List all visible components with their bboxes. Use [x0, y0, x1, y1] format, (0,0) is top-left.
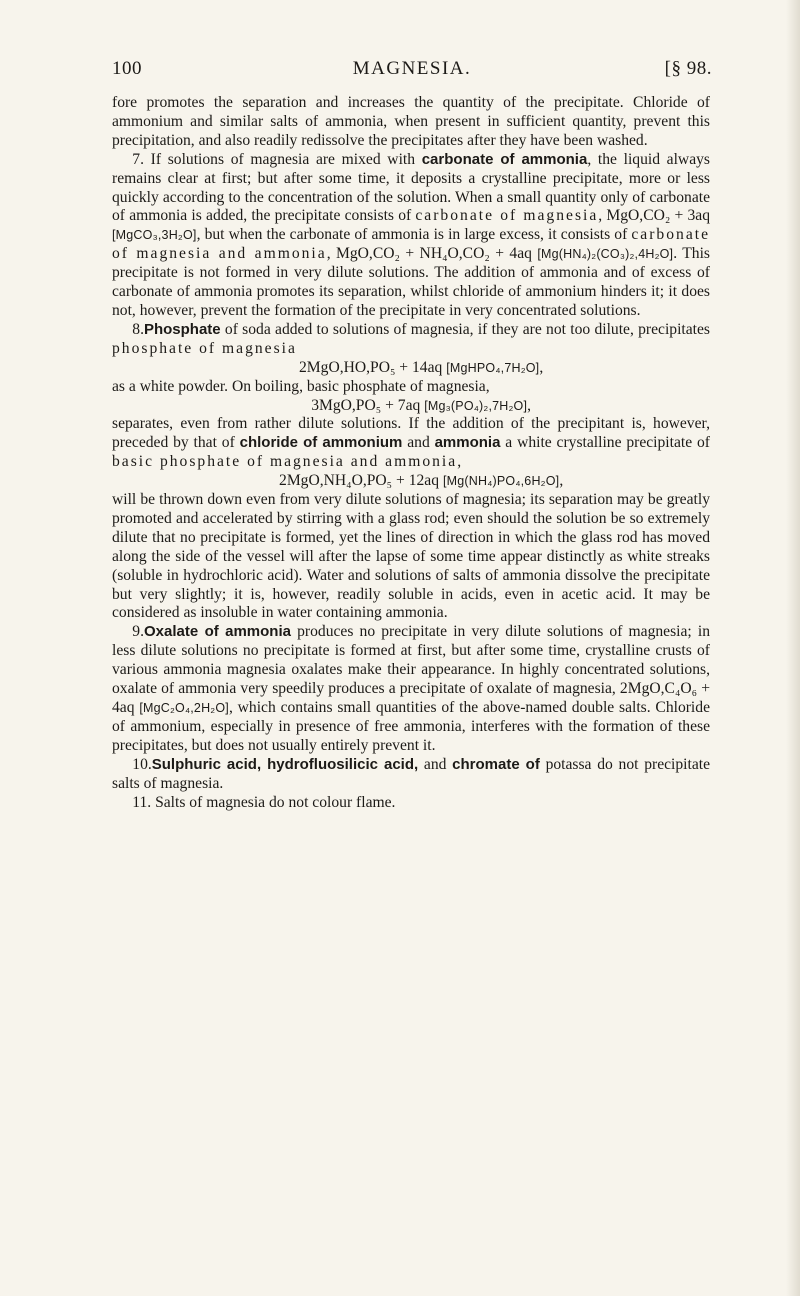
text-run: fore promotes the separation and increases the quantity of the precipitate. Chloride of ammonium and similar salts of ammonia, when present in sufficient quantity, prevent this precipitation, and also readily redissolve the precipitates after they have been washed. — [112, 94, 710, 149]
paragraph — [112, 378, 710, 397]
chemical-formula-line — [112, 472, 710, 491]
text-run: will be thrown down even from very dilute solutions of magnesia; its separation may be greatly promoted and accelerated by stirring with a glass rod; even should the solution be so extremely dilute that no precipitate is formed, yet the lines of direction in which the glass rod has moved along the side of the vessel will after the lapse of some time appear distinctly as white streaks (soluble in hydrochloric acid). Water and solutions of salts of ammonia dissolve the precipitate but very slightly; it is, however, readily soluble in acids, even in acetic acid. It may be considered as insoluble in water containing ammonia. — [112, 491, 710, 622]
text-run: 2MgO,HO,PO₅ + 14aq — [299, 358, 447, 376]
text-run: , — [527, 396, 532, 414]
numbered-paragraph — [112, 623, 710, 755]
paragraph — [112, 491, 710, 623]
paragraph-number: 7. — [132, 150, 144, 168]
text-run: produces no precipitate in very dilute solutions of magnesia; in less dilute solutions no precipitate is formed at first, but after some time, crystalline crusts of various ammonia magnesia oxalates make their appearance. In highly concentrated solutions, oxalate of ammonia very speedily produces a precipitate of oxalate of magnesia, 2MgO,C₄O₆ + 4aq — [112, 623, 710, 716]
text-run: separates, even from rather dilute solutions. If the addition of the precipitant is, however, preceded by that of — [112, 415, 710, 452]
text-run: of soda added to solutions of magnesia, if they are not too dilute, precipitates — [220, 320, 710, 338]
chemical-formula-line — [112, 359, 710, 378]
text-run: potassa do not precipitate salts of magnesia. — [112, 755, 711, 792]
text-run: as a white powder. On boiling, basic phosphate of magnesia, — [112, 377, 490, 395]
numbered-paragraph — [112, 151, 710, 321]
bold-term: chromate of — [452, 755, 540, 773]
paragraph-number: 11. — [132, 793, 152, 811]
formula-bracket: [MgHPO₄,7H₂O] — [446, 360, 540, 375]
numbered-paragraph — [112, 794, 710, 813]
spaced-term: carbonate of magnesia — [415, 207, 599, 225]
text-run: 3MgO,PO₅ + 7aq — [311, 396, 425, 414]
text-run: . This precipitate is not formed in very dilute solutions. The addition of ammonia and of excess of carbonate of ammonia promotes its separation, whilst chloride of ammonium hinders it; it does not, however, prevent the formation of the precipitate in very concentrated solutions. — [112, 245, 710, 319]
bold-term: Phosphate — [143, 320, 221, 338]
formula-bracket: [Mg₃(PO₄)₂,7H₂O] — [424, 398, 528, 413]
paragraph-number: 10. — [132, 755, 152, 773]
text-run: 2MgO,NH₄O,PO₅ + 12aq — [279, 472, 443, 490]
section-marker: [§ 98. — [664, 58, 712, 79]
formula-bracket: [Mg(NH₄)PO₄,6H₂O] — [442, 474, 560, 489]
text-run: and — [418, 755, 453, 773]
paragraph-number: 8. — [132, 320, 144, 338]
bold-term: carbonate of ammonia — [421, 150, 588, 168]
page-body-text — [112, 94, 710, 812]
text-run: a white crystalline precipitate of — [500, 434, 710, 452]
spaced-term: basic phosphate of magnesia and ammonia — [112, 453, 458, 471]
formula-bracket: [MgC₂O₄,2H₂O] — [139, 701, 229, 715]
bold-term: chloride of ammonium — [239, 434, 403, 452]
chemical-formula-line — [112, 397, 710, 416]
text-run: , MgO,CO₂ + NH₄O,CO₂ + 4aq — [326, 245, 538, 263]
text-run: , which contains small quantities of the above-named double salts. Chloride of ammonium, especially in presence of free ammonia, interferes with the formation of these precipitates, but does not usually entirely prevent it. — [112, 699, 710, 754]
numbered-paragraph — [112, 321, 710, 359]
text-run: , — [539, 358, 544, 376]
page-edge-shadow — [786, 0, 800, 1296]
text-run: , MgO,CO₂ + 3aq — [598, 207, 711, 225]
formula-bracket: [MgCO₃,3H₂O] — [112, 228, 197, 243]
numbered-paragraph — [112, 756, 710, 794]
text-run: If solutions of magnesia are mixed with — [143, 150, 422, 168]
formula-bracket: [Mg(HN₄)₂(CO₃)₂,4H₂O] — [537, 247, 674, 262]
bold-term: Oxalate of ammonia — [143, 623, 291, 641]
paragraph — [112, 94, 710, 151]
running-header — [112, 52, 712, 82]
text-run: , the liquid always remains clear at first; but after some time, it deposits a crystalline precipitate, more or less quickly according to the concentration of the solution. When a small quantity only of carbonate of ammonia is added, the precipitate consists of — [112, 150, 710, 225]
text-run: Salts of magnesia do not colour flame. — [151, 793, 396, 811]
spaced-term: phosphate of magnesia — [112, 339, 297, 357]
page-number: 100 — [112, 58, 142, 79]
spaced-term: carbonate of magnesia and ammonia — [112, 226, 710, 263]
text-run: , but when the carbonate of ammonia is in large excess, it consists of — [196, 226, 632, 244]
bold-term: Sulphuric acid, hydrofluosilicic acid, — [151, 755, 419, 773]
paragraph — [112, 415, 710, 472]
text-run: , — [559, 472, 564, 490]
running-title: MAGNESIA. — [352, 58, 472, 79]
text-run: and — [402, 434, 435, 452]
text-run: , — [457, 453, 462, 471]
bold-term: ammonia — [434, 434, 501, 452]
paragraph-number: 9. — [132, 623, 144, 641]
